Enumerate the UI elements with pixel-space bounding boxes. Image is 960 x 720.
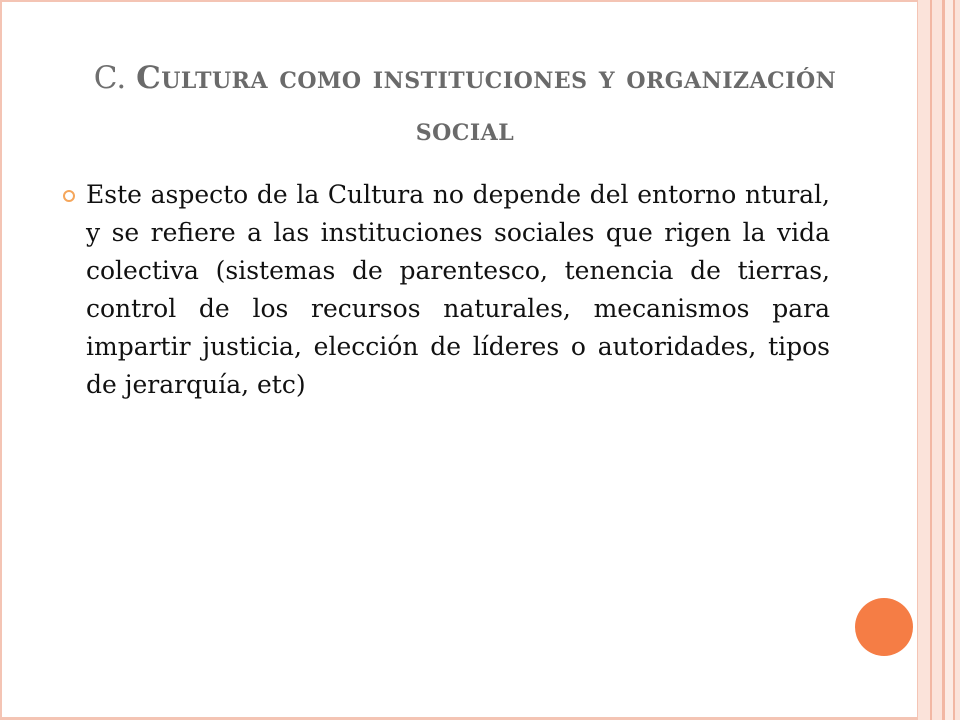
- slide-title-main: Cultura como instituciones y organización social: [136, 60, 837, 148]
- slide-title-prefix: C.: [93, 60, 137, 96]
- decorative-stripe: [945, 0, 953, 720]
- decorative-stripe: [955, 0, 960, 720]
- decorative-stripe: [932, 0, 942, 720]
- bullet-item: [60, 176, 830, 404]
- bullet-icon: [63, 190, 75, 202]
- slide-title: [60, 52, 870, 156]
- slide-body: [60, 176, 830, 404]
- decorative-stripe: [918, 0, 930, 720]
- bullet-text: Este aspecto de la Cultura no depende del entorno ntural, y se refiere a las instituciones sociales que rigen la vida colectiva (sistemas de parentesco, tenencia de tierras, control de los recursos naturales, mecanismos para impartir justicia, elección de líderes o autoridades, tipos de jerarquía, etc): [86, 180, 830, 399]
- slide-frame-top: [0, 0, 918, 2]
- orange-circle-decoration-icon: [855, 598, 913, 656]
